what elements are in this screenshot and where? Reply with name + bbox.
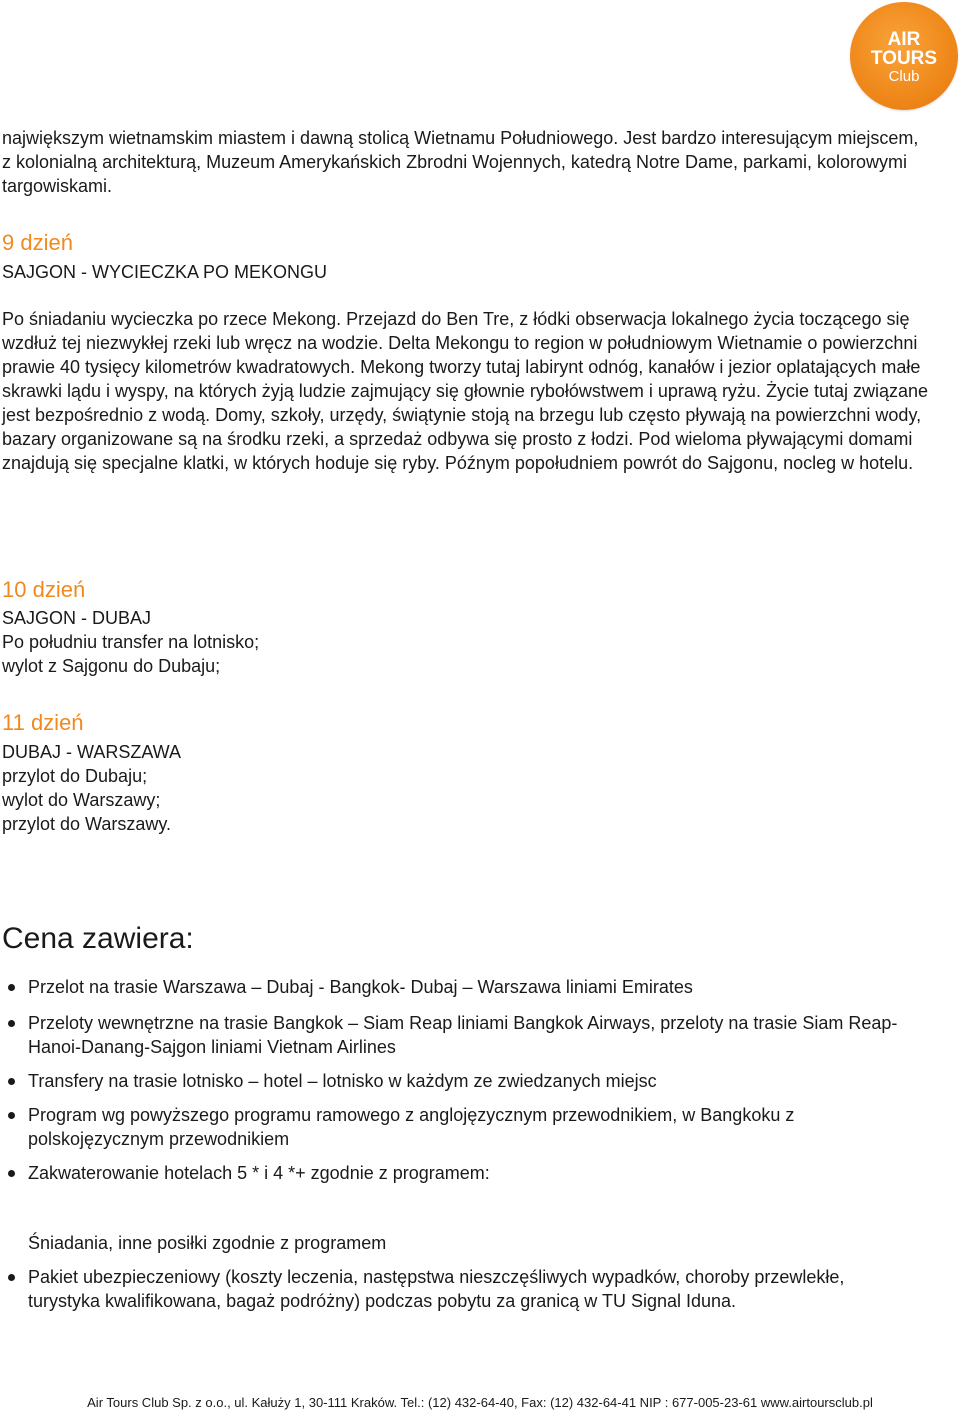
price-includes-heading: Cena zawiera: — [2, 922, 194, 955]
day-10-route: SAJGON - DUBAJ — [2, 608, 152, 628]
bullet-icon — [8, 1112, 15, 1119]
logo-text-tours: TOURS — [870, 48, 938, 69]
logo-text-air: AIR — [887, 29, 921, 50]
bullet-icon — [8, 1274, 15, 1281]
day-11-heading: 11 dzień — [2, 710, 84, 735]
day-10-line-2: wylot z Sajgonu do Dubaju; — [2, 656, 221, 676]
intro-text: największym wietnamskim miastem i dawną stolicą Wietnamu Południowego. Jest bardzo interesującym miejscem, z kolonialną architekturą, Muzeum Amerykańskich Zbrodni Wojennych, katedrą Notre Dame, parkami, kolorowymi targowiskami. — [2, 128, 919, 196]
day-9-route: SAJGON - WYCIECZKA PO MEKONGU — [2, 262, 328, 282]
day-9-heading: 9 dzień — [2, 230, 73, 255]
bullet-icon — [8, 1170, 15, 1177]
list-sub-item-text: Śniadania, inne posiłki zgodnie z programem — [28, 1233, 387, 1253]
list-item-text: Zakwaterowanie hotelach 5 * i 4 *+ zgodnie z programem: — [28, 1163, 490, 1183]
day-9-description — [2, 307, 942, 475]
day-11-line-2: wylot do Warszawy; — [2, 790, 161, 810]
list-item-text: Pakiet ubezpieczeniowy (koszty leczenia, następstwa nieszczęśliwych wypadków, choroby przewlekłe, turystyka kwalifikowana, bagaż podróżny) podczas pobytu za granicą w TU Signal Iduna. — [28, 1267, 845, 1311]
day-11-line-3: przylot do Warszawy. — [2, 814, 172, 834]
day-10-details — [2, 606, 932, 678]
list-item-text: Transfery na trasie lotnisko – hotel – lotnisko w każdym ze zwiedzanych miejsc — [28, 1071, 657, 1091]
list-item-text: Program wg powyższego programu ramowego z anglojęzycznym przewodnikiem, w Bangkoku z polskojęzycznym przewodnikiem — [28, 1105, 795, 1149]
bullet-icon — [8, 1078, 15, 1085]
logo-text-club: Club — [888, 68, 920, 85]
intro-paragraph — [2, 126, 932, 198]
list-item-text: Przelot na trasie Warszawa – Dubaj - Bangkok- Dubaj – Warszawa liniami Emirates — [28, 977, 693, 997]
day-11-route: DUBAJ - WARSZAWA — [2, 742, 181, 762]
day-11-line-1: przylot do Dubaju; — [2, 766, 148, 786]
day-10-heading: 10 dzień — [2, 577, 86, 602]
day-10-line-1: Po południu transfer na lotnisko; — [2, 632, 260, 652]
bullet-icon — [8, 1020, 15, 1027]
bullet-icon — [8, 984, 15, 991]
day-11-details — [2, 740, 932, 836]
air-tours-club-logo — [850, 2, 958, 110]
list-item-text: Przeloty wewnętrzne na trasie Bangkok – Siam Reap liniami Bangkok Airways, przeloty na trasie Siam Reap-Hanoi-Danang-Sajgon liniami Vietnam Airlines — [28, 1013, 898, 1057]
day-9-description-text: Po śniadaniu wycieczka po rzece Mekong. Przejazd do Ben Tre, z łódki obserwacja lokalnego życia toczącego się wzdłuż tej niezwykłej rzeki lub wręcz na wodzie. Delta Mekongu to region w południowym Wietnamie o powierzchni prawie 40 tysięcy kilometrów kwadratowych. Mekong tworzy tutaj labirynt odnóg, kanałów i jezior oplatających małe skrawki lądu i wyspy, na których żyją ludzie zajmujący się głownie rybołówstwem i uprawą ryżu. Życie tutaj związane jest bezpośrednio z wodą. Domy, szkoły, urzędy, świątynie stoją na brzegu lub często pływają na powierzchni wody, bazary organizowane są na środku rzeki, a sprzedaż odbywa się prosto z łodzi. Pod wieloma pływającymi domami znajdują się specjalne klatki, w których hoduje się ryby. Późnym popołudniem powrót do Sajgonu, nocleg w hotelu. — [2, 309, 929, 473]
company-footer: Air Tours Club Sp. z o.o., ul. Kałuży 1, 30-111 Kraków. Tel.: (12) 432-64-40, Fax: (12) 432-64-41 NIP : 677-005-23-61 www.airtoursclub.pl — [87, 1395, 873, 1410]
